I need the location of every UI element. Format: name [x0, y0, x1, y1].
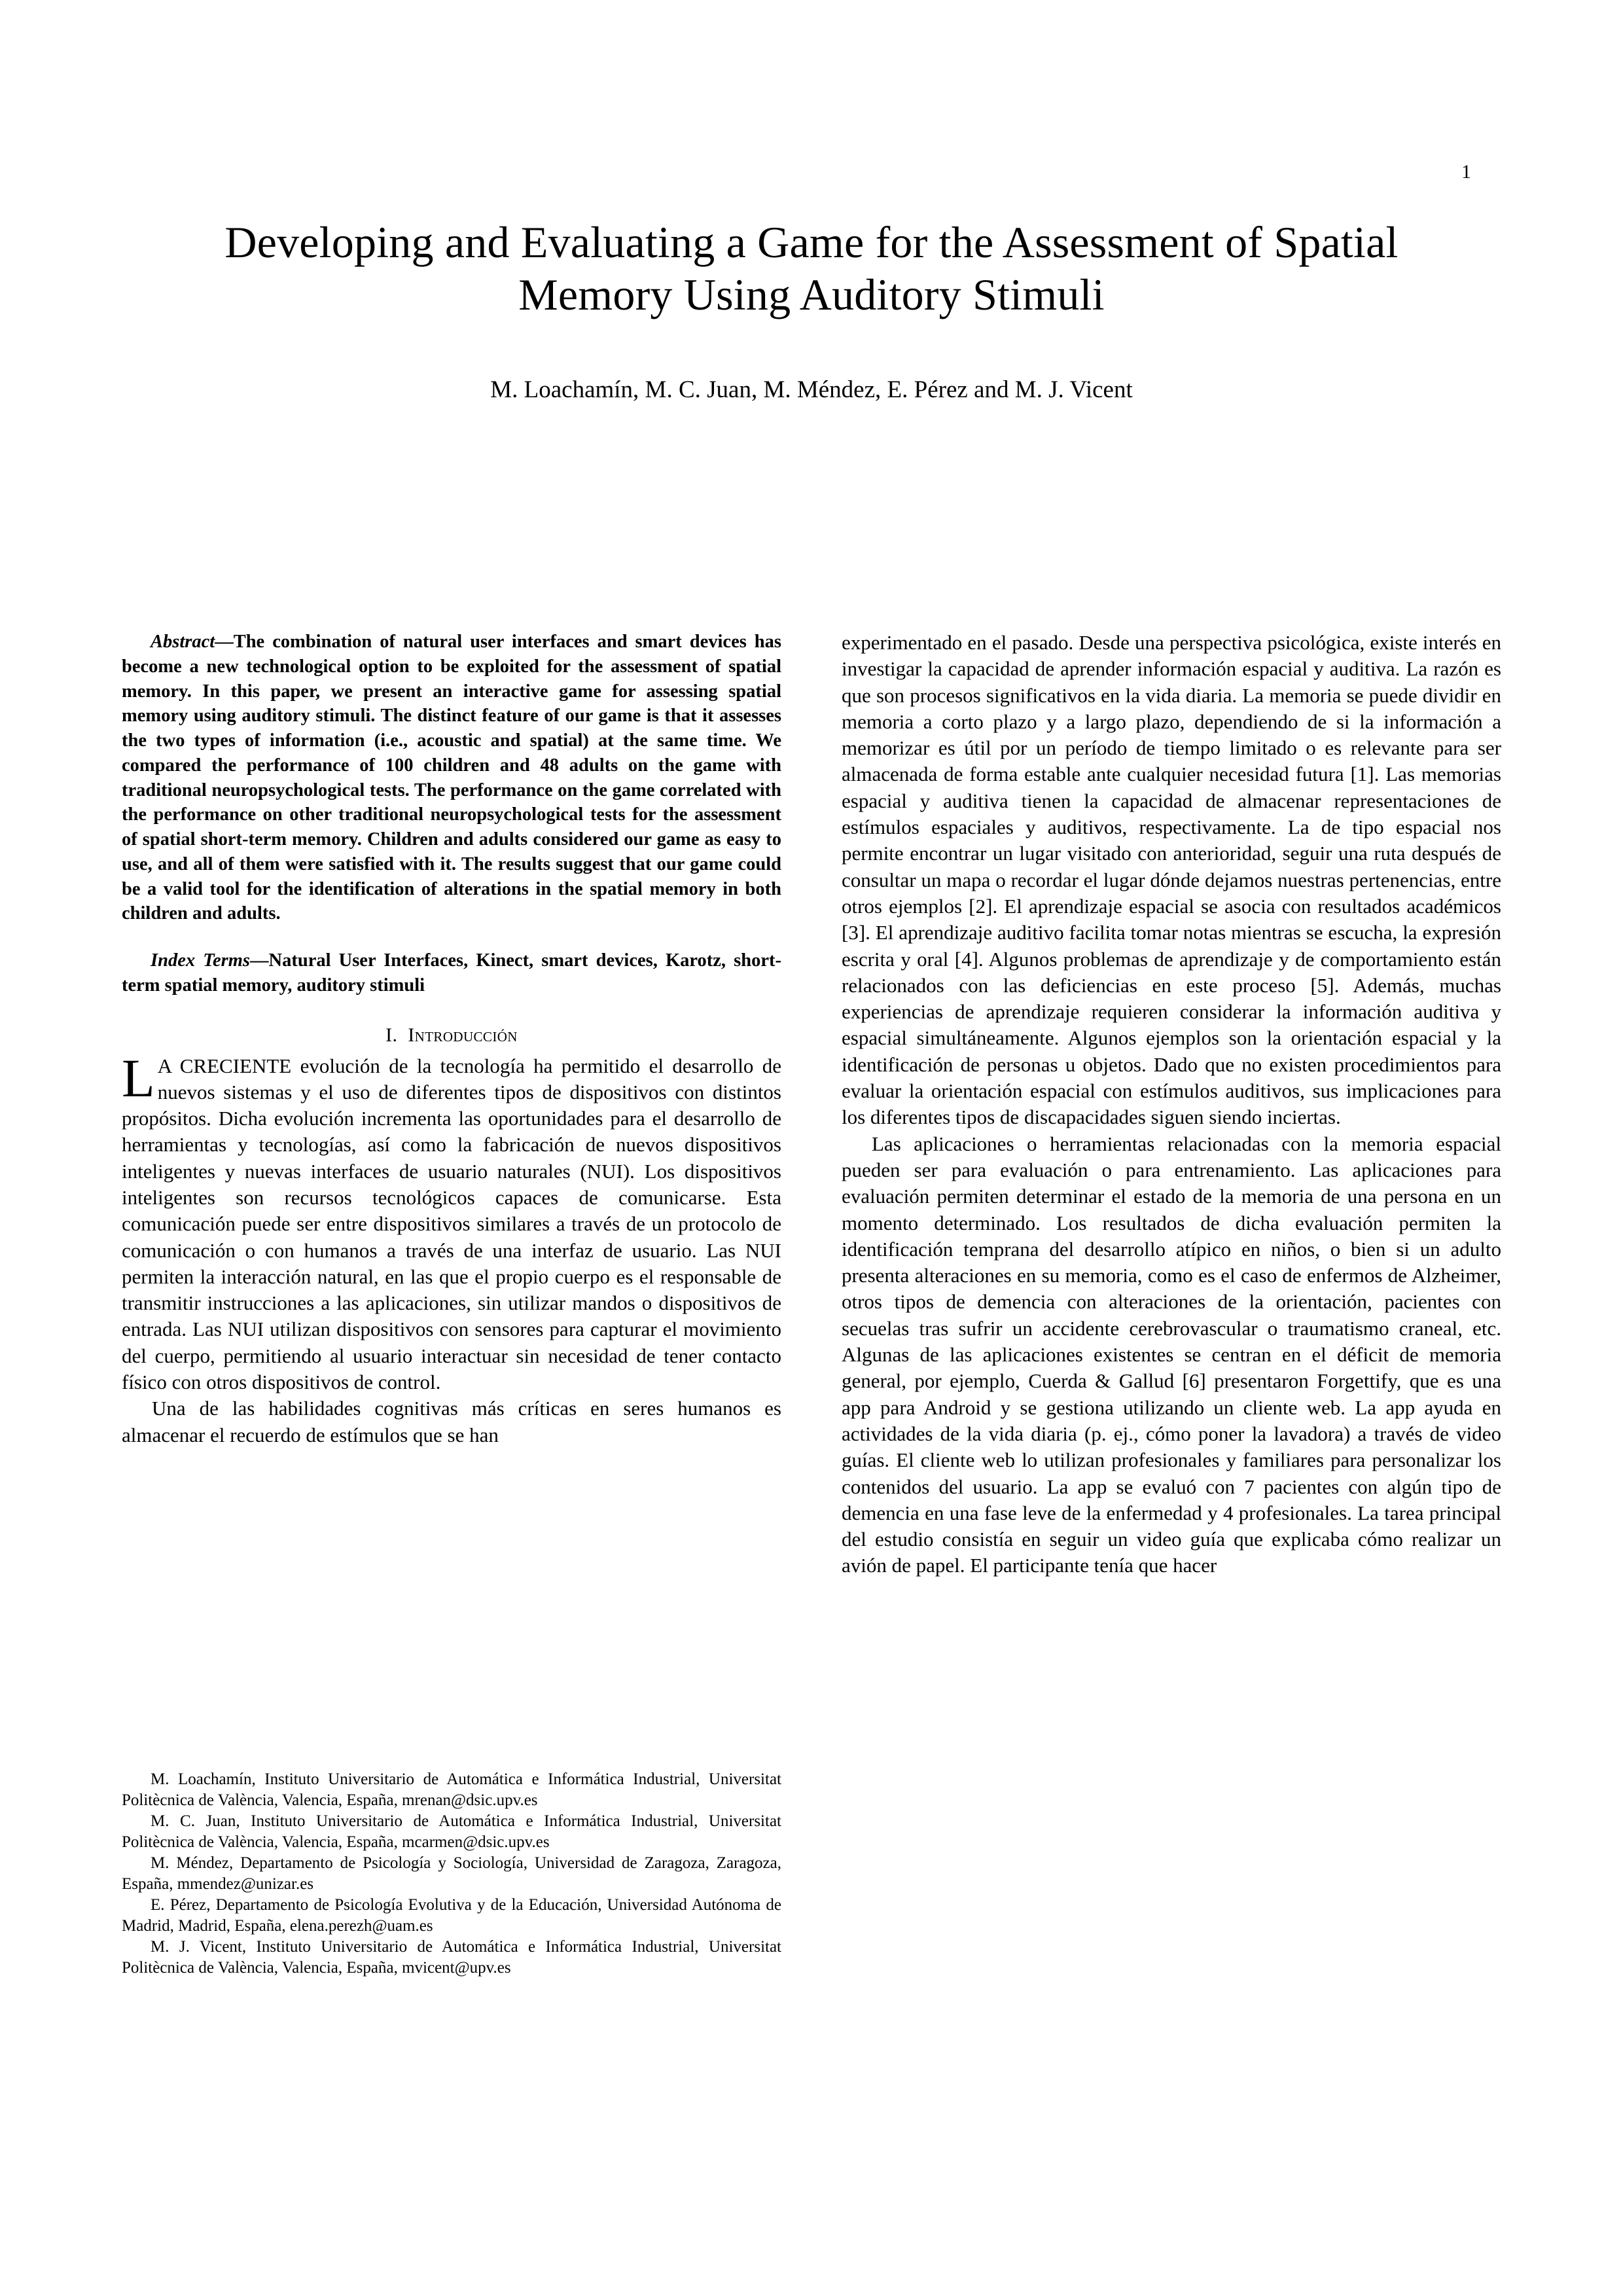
- footnote-item: E. Pérez, Departamento de Psicología Evolutiva y de la Educación, Universidad Autónoma de Madrid, Madrid, España, elena.perezh@uam.es: [122, 1896, 781, 1935]
- abstract-text: The combination of natural user interfaces and smart devices has become a new technological option to be exploited for the assessment of spatial memory. In this paper, we present an interactive game for assessing spatial memory using auditory stimuli. The distinct feature of our game is that it assesses the two types of information (i.e., acoustic and spatial) at the same time. We compared the performance of 100 children and 48 adults on the game with traditional neuropsychological tests. The performance on the game correlated with the performance on other traditional neuropsychological tests for the assessment of spatial short-term memory. Children and adults considered our game as easy to use, and all of them were satisfied with it. The results suggest that our game could be a valid tool for the identification of alterations in the spatial memory in both children and adults.: [122, 632, 781, 924]
- index-terms-dash: —: [250, 950, 269, 971]
- abstract-dash: —: [215, 632, 234, 652]
- right-column: [842, 630, 1501, 1579]
- index-terms-label: Index Terms: [151, 950, 251, 971]
- right-paragraph-2: Las aplicaciones o herramientas relacionadas con la memoria espacial pueden ser para evaluación o para entrenamiento. Las aplicaciones para evaluación permiten determinar el estado de la memoria de una persona en un momento determinado. Los resultados de dicha evaluación permiten la identificación temprana del desarrollo atípico en niños, o bien si un adulto presenta alteraciones en su memoria, como es el caso de enfermos de Alzheimer, otros tipos de demencia con alteraciones de la orientación, pacientes con secuelas tras sufrir un accidente cerebrovascular o traumatismo craneal, etc. Algunas de las aplicaciones existentes se centran en el déficit de memoria general, por ejemplo, Cuerda & Gallud [6] presentaron Forgettify, que es una app para Android y se gestiona utilizando un cliente web. La app ayuda en actividades de la vida diaria (p. ej., cómo poner la lavadora) a través de video guías. El cliente web lo utilizan profesionales y familiares para personalizar los contenidos del usuario. La app se evaluó con 7 pacientes con algún tipo de demencia en una fase leve de la enfermedad y 4 profesionales. La tarea principal del estudio consistía en seguir un video guía que explicaba cómo realizar un avión de papel. El participante tenía que hacer: [842, 1132, 1501, 1577]
- page-title: Developing and Evaluating a Game for the Assessment of Spatial Memory Using Auditory Stimuli: [224, 217, 1399, 320]
- footnote-block: [122, 1759, 781, 1979]
- abstract-paragraph: [122, 630, 781, 926]
- index-terms-text: Natural User Interfaces, Kinect, smart devices, Karotz, short-term spatial memory, auditory stimuli: [122, 950, 781, 996]
- intro-paragraph-1: [122, 1047, 781, 1396]
- footnote-item: M. Loachamín, Instituto Universitario de Automática e Informática Industrial, Universitat Politècnica de València, Valencia, España, mrenan@dsic.upv.es: [122, 1770, 781, 1809]
- right-paragraph-1: experimentado en el pasado. Desde una perspectiva psicológica, existe interés en investigar la capacidad de aprender información espacial y auditiva. La razón es que son procesos significativos en la vida diaria. La memoria se puede dividir en memoria a corto plazo y a largo plazo, dependiendo de si la información a memorizar es útil por un período de tiempo limitado o es relevante para ser almacenada de forma estable ante cualquier necesidad futura [1]. Las memorias espacial y auditiva tienen la capacidad de almacenar representaciones de estímulos espaciales y auditivos, respectivamente. La de tipo espacial nos permite encontrar un lugar visitado con anterioridad, seguir una ruta después de consultar un mapa o recordar el lugar dónde dejamos nuestras pertenencias, entre otros ejemplos [2]. El aprendizaje espacial se asocia con resultados académicos [3]. El aprendizaje auditivo facilita tomar notas mientras se escucha, la expresión escrita y oral [4]. Algunos problemas de aprendizaje y de comportamiento están relacionados con las deficiencias en este proceso [5]. Además, muchas experiencias de aprendizaje requieren considerar la información auditiva y espacial simultáneamente. Algunos ejemplos son la orientación espacial y la identificación de personas u objetos. Dado que no existen procedimientos para evaluar la orientación espacial con estímulos auditivos, sus implicaciones para los diferentes tipos de discapacidades siguen siendo inciertas.: [842, 631, 1501, 1129]
- intro-paragraph-2: Una de las habilidades cognitivas más críticas en seres humanos es almacenar el recuerdo de estímulos que se han: [122, 1397, 781, 1446]
- author-list: M. Loachamín, M. C. Juan, M. Méndez, E. Pérez and M. J. Vicent: [490, 376, 1133, 404]
- footnote-separator: [122, 1759, 410, 1760]
- page-number: 1: [1461, 161, 1471, 183]
- footnote-item: M. J. Vicent, Instituto Universitario de Automática e Informática Industrial, Universitat Politècnica de València, Valencia, España, mvicent@upv.es: [122, 1938, 781, 1977]
- index-terms-paragraph: [122, 948, 781, 998]
- title-block: [196, 216, 1427, 406]
- drop-cap: L: [122, 1047, 155, 1108]
- left-column: [122, 630, 781, 1448]
- section-heading: [122, 1024, 781, 1047]
- footnote-item: M. Méndez, Departamento de Psicología y Sociología, Universidad de Zaragoza, Zaragoza, España, mmendez@unizar.es: [122, 1854, 781, 1893]
- abstract-label: Abstract: [151, 632, 215, 652]
- section-title: Introducción: [408, 1024, 518, 1046]
- footnote-item: M. C. Juan, Instituto Universitario de Automática e Informática Industrial, Universitat Politècnica de València, Valencia, España, mcarmen@dsic.upv.es: [122, 1812, 781, 1851]
- section-number: I.: [385, 1024, 398, 1046]
- intro-lead-smallcaps: A CRECIENTE: [157, 1054, 292, 1077]
- intro-paragraph-1-text: evolución de la tecnología ha permitido el desarrollo de nuevos sistemas y el uso de diferentes tipos de dispositivos con distintos propósitos. Dicha evolución incrementa las oportunidades para el desarrollo de herramientas y tecnologías, así como la fabricación de nuevos dispositivos inteligentes y nuevas interfaces de usuario naturales (NUI). Los dispositivos inteligentes son recursos tecnológicos capaces de comunicarse. Esta comunicación puede ser entre dispositivos similares a través de un protocolo de comunicación o con humanos a través de una interfaz de usuario. Las NUI permiten la interacción natural, en las que el propio cuerpo es el responsable de transmitir instrucciones a las aplicaciones, sin utilizar mandos o dispositivos de entrada. Las NUI utilizan dispositivos con sensores para capturar el movimiento del cuerpo, permitiendo al usuario interactuar sin necesidad de tener contacto físico con otros dispositivos de control.: [122, 1054, 781, 1394]
